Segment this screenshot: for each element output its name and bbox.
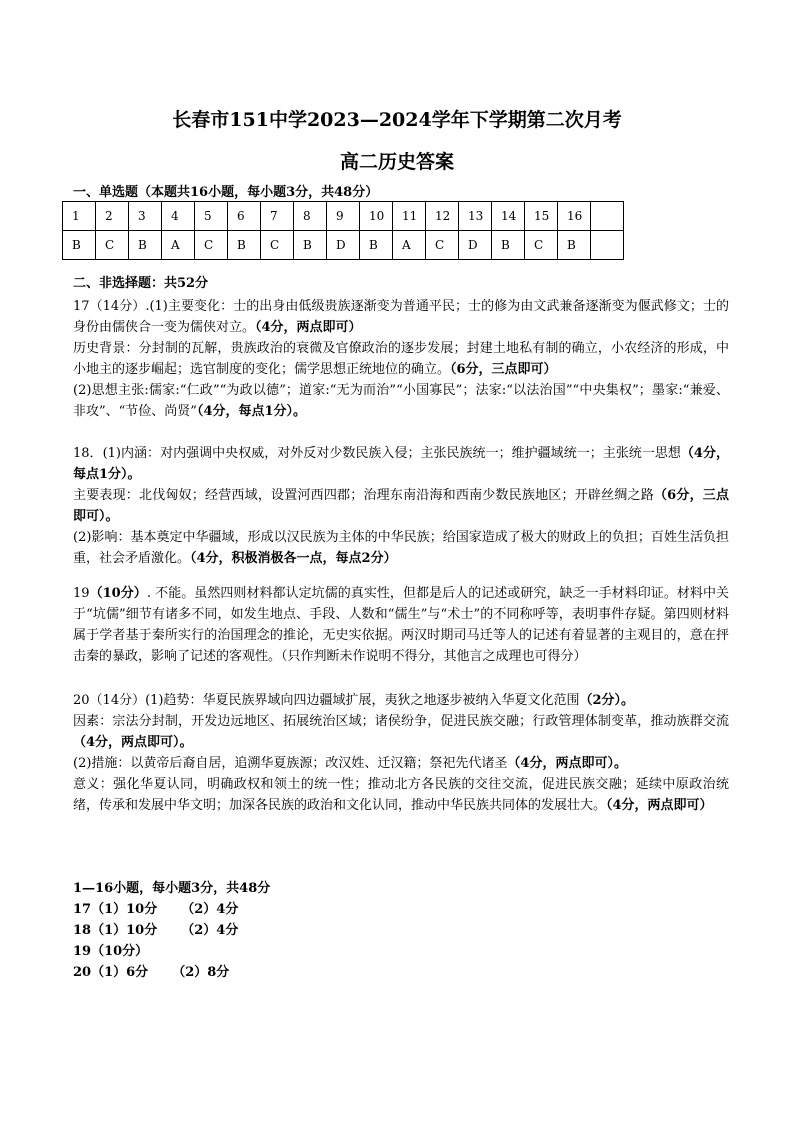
question-number-cell: 6 [228, 202, 261, 231]
answer-cell: B [360, 231, 393, 260]
q19-score: （10分） [89, 586, 147, 601]
answer-cell: B [129, 231, 162, 260]
q17-p3-text: (2)思想主张:儒家:“仁政”“为政以德”；道家:“无为而治”“小国寡民”；法家:“以法治国”“中央集权”；墨家:“兼爱、非攻”、“节俭、尚贤” [73, 383, 729, 419]
answer-cell: C [525, 231, 558, 260]
answer-cell: B [294, 231, 327, 260]
answer-cell: A [162, 231, 195, 260]
q18-part1 [73, 443, 729, 485]
q17-part1 [73, 296, 729, 338]
answer-cell: B [228, 231, 261, 260]
question-number-cell: 11 [393, 202, 426, 231]
q18-part3 [73, 527, 729, 569]
score-17-1: 17（1）10分 [73, 902, 158, 917]
q18-p2-score: （6分，三点即可）。 [73, 488, 729, 524]
question-number-cell: 14 [492, 202, 525, 231]
answer-cell: B [492, 231, 525, 260]
answer-table [62, 201, 624, 260]
question-number-cell: 8 [294, 202, 327, 231]
question-number-cell: 3 [129, 202, 162, 231]
q18-p1-text: 18．(1)内涵：对内强调中央权威，对外反对少数民族入侵；主张民族统一；维护疆域统一；主张统一思想 [73, 446, 681, 461]
q20-p4-score: （4分，两点即可） [606, 798, 713, 813]
answer-cell: C [96, 231, 129, 260]
q18-p3-text: (2)影响：基本奠定中华疆域，形成以汉民族为主体的中华民族；给国家造成了极大的财政上的负担；百姓生活负担重，社会矛盾激化。 [73, 530, 729, 566]
section2-heading: 二、非选择题：共52分 [73, 276, 209, 291]
q19-text: . 不能。虽然四则材料都认定坑儒的真实性，但都是后人的记述或研究，缺乏一手材料印证。材料中关于“坑儒”细节有诸多不同，如发生地点、手段、人数和“儒生”与“术士”的不同称呼等，表明事件存疑。第四则材料属于学者基于秦所实行的治国理念的推论，无史实依据。两汉时期司马迁等人的记述有着显著的主观目的，意在抨击秦的暴政，影响了记述的客观性。（只作判断未作说明不得分，其他言之成理也可得分） [73, 586, 730, 664]
answer-row [63, 231, 624, 260]
score-20-2: （2）8分 [172, 965, 230, 980]
q18-p1-score: （4分，每点1分）。 [73, 446, 729, 482]
score-18-1: 18（1）10分 [73, 923, 158, 938]
q17-p3-score: （4分，每点1分）。 [196, 404, 307, 419]
answer-cell: B [558, 231, 591, 260]
q20-p3-text: (2)措施：以黄帝后裔自居，追溯华夏族源；改汉姓、迁汉籍；祭祀先代诸圣 [73, 756, 508, 771]
answer-cell: C [261, 231, 294, 260]
q18-p3-score: （4分，积极消极各一点，每点2分） [190, 551, 397, 566]
question-number-cell: 15 [525, 202, 558, 231]
q20-part4 [73, 774, 729, 816]
scoring-line-2 [73, 899, 238, 920]
answer-cell: D [327, 231, 360, 260]
question-number-cell [591, 202, 624, 231]
q17-part2 [73, 338, 729, 380]
q19-number: 19 [73, 586, 90, 601]
q20-p2-text: 因素：宗法分封制，开发边远地区、拓展统治区域；诸侯纷争，促进民族交融；行政管理体制变革，推动族群交流 [73, 714, 729, 729]
page-title: 长春市151中学2023—2024学年下学期第二次月考 [172, 109, 622, 131]
q20-p1-text: 20（14分）(1)趋势：华夏民族界域向四边疆域扩展，夷狄之地逐步被纳入华夏文化范围 [73, 693, 580, 708]
q17-part3 [73, 380, 729, 422]
scoring-line-5 [73, 962, 229, 983]
q17-p1-score: （4分，两点即可） [255, 320, 362, 335]
scoring-line-1: 1—16小题，每小题3分，共48分 [73, 881, 271, 896]
section1-heading: 一、单选题（本题共16小题，每小题3分，共48分） [73, 185, 379, 200]
answer-cell: A [393, 231, 426, 260]
answer-cell: C [426, 231, 459, 260]
q20-part2 [73, 711, 729, 753]
answer-cell [591, 231, 624, 260]
q17-p2-score: （6分，三点即可） [450, 362, 557, 377]
page-subtitle: 高二历史答案 [339, 151, 454, 173]
scoring-line-4: 19（10分） [73, 944, 149, 959]
q18-part2 [73, 485, 729, 527]
q17-p2-text: 历史背景：分封制的瓦解，贵族政治的衰微及官僚政治的逐步发展；封建土地私有制的确立，小农经济的形成，中小地主的逐步崛起；选官制度的变化；儒学思想正统地位的确立。 [73, 341, 729, 377]
question-number-cell: 13 [459, 202, 492, 231]
question-number-cell: 1 [63, 202, 96, 231]
q19-answer [73, 583, 729, 667]
q17-p1-text: 17（14分）.(1)主要变化：士的出身由低级贵族逐渐变为普通平民；士的修为由文武兼备逐渐变为偃武修文；士的身份由儒侠合一变为儒侠对立。 [73, 299, 729, 335]
question-number-cell: 7 [261, 202, 294, 231]
score-17-2: （2）4分 [181, 902, 239, 917]
q20-part1 [73, 690, 729, 711]
question-number-cell: 12 [426, 202, 459, 231]
score-20-1: 20（1）6分 [73, 965, 149, 980]
q20-p3-score: （4分，两点即可）。 [507, 756, 627, 771]
question-number-cell: 4 [162, 202, 195, 231]
answer-cell: B [63, 231, 96, 260]
answer-cell: D [459, 231, 492, 260]
question-number-cell: 2 [96, 202, 129, 231]
question-number-cell: 5 [195, 202, 228, 231]
q20-p4-text: 意义：强化华夏认同，明确政权和领土的统一性；推动北方各民族的交往交流，促进民族交融；延续中原政治统绪，传承和发展中华文明；加深各民族的政治和文化认同，推动中华民族共同体的发展壮大。 [73, 777, 729, 813]
question-number-cell: 10 [360, 202, 393, 231]
q20-part3 [73, 753, 729, 774]
answer-cell: C [195, 231, 228, 260]
score-18-2: （2）4分 [181, 923, 239, 938]
scoring-line-3 [73, 920, 238, 941]
question-number-row [63, 202, 624, 231]
q20-p2-score: （4分，两点即可）。 [73, 735, 193, 750]
question-number-cell: 16 [558, 202, 591, 231]
question-number-cell: 9 [327, 202, 360, 231]
q20-p1-score: （2分）。 [579, 693, 635, 708]
q18-p2-text: 主要表现：北伐匈奴；经营西域，设置河西四郡；治理东南沿海和西南少数民族地区；开辟丝绸之路 [73, 488, 654, 503]
